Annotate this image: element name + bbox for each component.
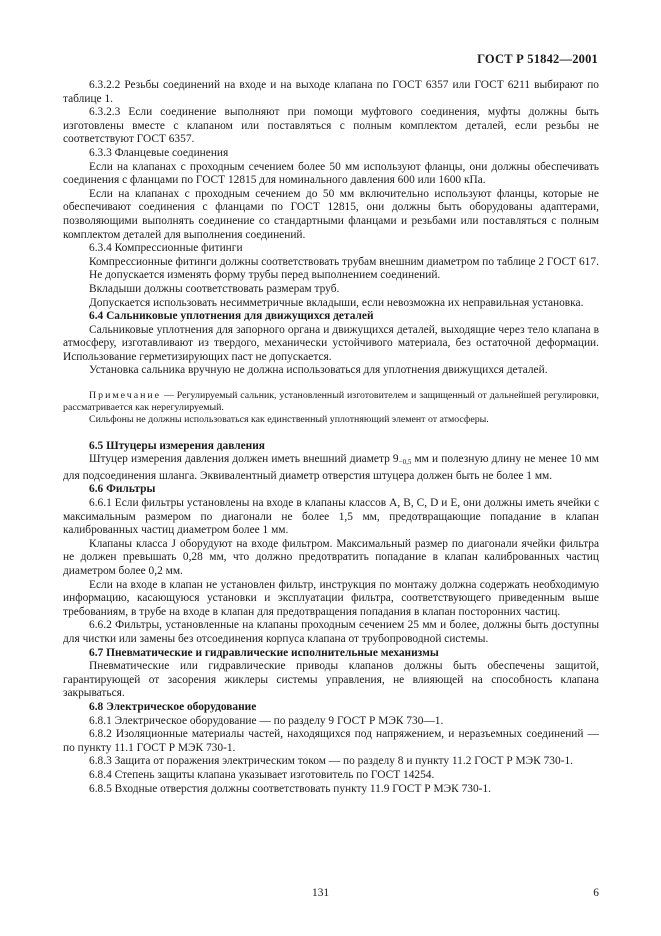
paragraph-fittings-1: Компрессионные фитинги должны соответствовать трубам внешним диаметром по таблице 2 ГОСТ 617. — [89, 255, 599, 268]
paragraph-flanges-2: Если на клапанах с проходным сечением до 50 мм включительно используют фланцы, которые не обеспечивают соединения с фланцами по ГОСТ 12815, они должны быть оборудованы адаптерами, позволяющими выполнять соединение со стандартными фланцами и резьбами или поставляться с полным комплектом деталей для выполнения соединений. — [63, 187, 599, 241]
paragraph-text: мм и полезную длину не менее 10 мм для подсоединения шланга. Эквивалентный диаметр отверстия штуцера должен быть не более 1 мм. — [63, 453, 599, 482]
paragraph-seals-1: Сальниковые уплотнения для запорного органа и движущихся деталей, выходящие через тело клапана в атмосферу, изготавливают из твердого, механически устойчивого материала, без остаточной деформации. Использование герметизирующих паст не допускается. — [63, 323, 599, 363]
document-header: ГОСТ Р 51842—2001 — [477, 52, 598, 66]
paragraph-seals-2: Установка сальника вручную не должна использоваться для уплотнения движущихся деталей. — [89, 364, 548, 377]
section-heading-6-8: 6.8 Электрическое оборудование — [89, 700, 257, 713]
section-heading-6-5: 6.5 Штуцеры измерения давления — [89, 439, 265, 452]
sheet-number: 6 — [593, 887, 599, 899]
section-heading-6-6: 6.6 Фильтры — [89, 483, 156, 496]
tolerance-subscript: −0,5 — [398, 458, 412, 467]
paragraph-electrical-2: 6.8.2 Изоляционные материалы частей, находящихся под напряжением, и неразъемных соединений — по пункту 11.1 ГОСТ Р МЭК 730-1. — [63, 728, 599, 754]
section-heading-6-7: 6.7 Пневматические и гидравлические исполнительные механизмы — [89, 646, 439, 659]
paragraph-fittings-3: Вкладыши должны соответствовать размерам труб. — [89, 282, 340, 295]
document-body — [63, 79, 599, 796]
paragraph-fittings-2: Не допускается изменять форму трубы перед выполнением соединений. — [89, 269, 441, 282]
note-label: Примечание — [89, 390, 162, 402]
paragraph-filters-4: 6.6.2 Фильтры, установленные на клапаны проходным сечением 25 мм и более, должны быть доступны для чистки или замены без отсоединения корпуса клапана от трубопроводной системы. — [63, 619, 599, 645]
paragraph-filters-2: Клапаны класса J оборудуют на входе фильтром. Максимальный размер по диагонали ячейки фильтра не должен превышать 0,28 мм, что должно предотвратить попадание в клапан калиброванных частиц диаметром более 0,2 мм. — [63, 537, 599, 578]
section-heading-6-4: 6.4 Сальниковые уплотнения для движущихся деталей — [89, 310, 374, 323]
paragraph-text: Штуцер измерения давления должен иметь внешний диаметр 9 — [89, 453, 399, 466]
paragraph-electrical-1: 6.8.1 Электрическое оборудование — по разделу 9 ГОСТ Р МЭК 730—1. — [89, 714, 444, 727]
paragraph-actuators: Пневматические или гидравлические приводы клапанов должны быть обеспечены защитой, гарантирующей от засорения жиклеры системы управления, не влияющей на способность клапана закрываться. — [63, 660, 599, 700]
page-number: 131 — [312, 887, 330, 899]
paragraph-pressure-fittings — [63, 453, 599, 483]
paragraph-electrical-5: 6.8.5 Входные отверстия должны соответствовать пункту 11.9 ГОСТ Р МЭК 730-1. — [89, 782, 492, 795]
paragraph-electrical-4: 6.8.4 Степень защиты клапана указывает изготовитель по ГОСТ 14254. — [89, 768, 435, 781]
paragraph-6-3-2-3: 6.3.2.3 Если соединение выполняют при помощи муфтового соединения, муфты должны быть изготовлены вместе с клапаном или поставляться с полным комплектом деталей, если резьбы не соответствуют ГОСТ 6357. — [63, 106, 599, 146]
paragraph-6-3-2-2: 6.3.2.2 Резьбы соединений на входе и на выходе клапана по ГОСТ 6357 или ГОСТ 6211 выбирают по таблице 1. — [63, 79, 599, 105]
paragraph-filters-3: Если на входе в клапан не установлен фильтр, инструкция по монтажу должна содержать необходимую информацию, касающуюся установки и эксплуатации фильтра, соответствующего приведенным выше требованиям, в трубе на входе в клапан для предотвращения попадания в клапан посторонних частиц. — [63, 578, 599, 618]
paragraph-filters-1: 6.6.1 Если фильтры установлены на входе в клапаны классов A, B, C, D и E, они должны иметь ячейки с максимальным размером по диагонали не более 1,5 мм, предотвращающие попадание в клапан калиброванных частиц диаметром более 1 мм. — [63, 497, 599, 537]
subsection-heading-6-3-3: 6.3.3 Фланцевые соединения — [89, 146, 229, 159]
subsection-heading-6-3-4: 6.3.4 Компрессионные фитинги — [89, 242, 243, 255]
paragraph-electrical-3: 6.8.3 Защита от поражения электрическим током — по разделу 8 и пункту 11.2 ГОСТ Р МЭК 730-1. — [89, 755, 574, 768]
note — [63, 390, 599, 414]
paragraph-fittings-4: Допускается использовать несимметричные вкладыши, если невозможна их неправильная установка. — [89, 296, 584, 309]
paragraph-flanges-1: Если на клапанах с проходным сечением более 50 мм используют фланцы, они должны обеспечивать соединения с фланцами по ГОСТ 12815 для номинального давления 600 или 1600 кПа. — [63, 160, 599, 187]
note-text: — Регулируемый сальник, установленный изготовителем и защищенный от дальнейшей регулировки, рассматривается как нерегулируемый. — [63, 390, 599, 414]
note-bellows: Сильфоны не должны использоваться как единственный уплотняющий элемент от атмосферы. — [89, 414, 489, 426]
